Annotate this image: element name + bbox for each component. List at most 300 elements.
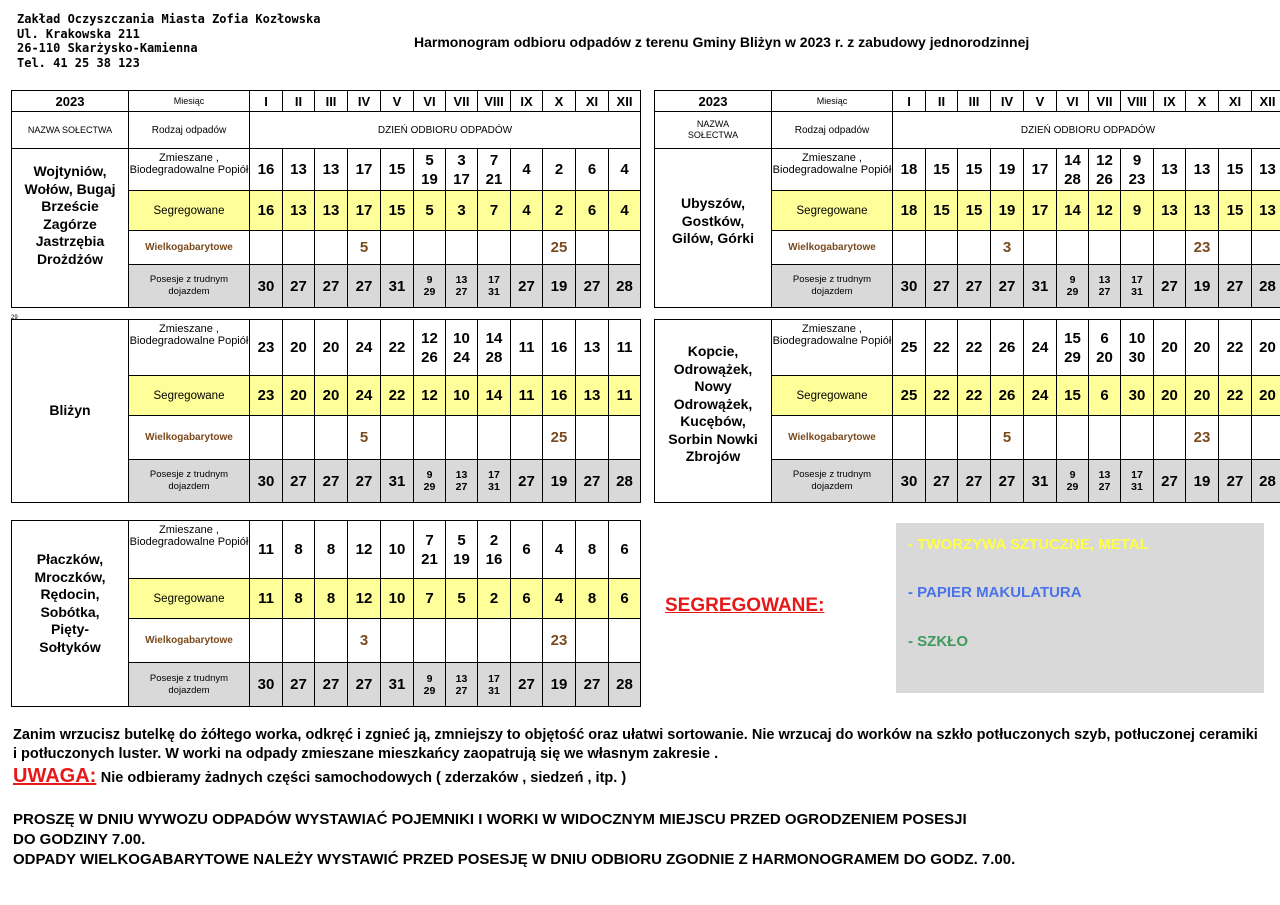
pickup-day-cell: 13 xyxy=(576,320,609,376)
pickup-day-cell xyxy=(511,231,543,265)
village-name: Płaczków, Mroczków, Rędocin, Sobótka, Pięty-Sołtyków xyxy=(12,521,129,707)
pickup-day-cell: 31 xyxy=(381,265,414,308)
bottle-note: Zanim wrzucisz butelkę do żółtego worka, odkręć i zgnieć ją, zmniejszy to objętość oraz ułatwi sortowanie. Nie wrzucaj do worków na szkło potłuczonych szyb, potłuczonej ceramiki i potłuczonych luster. W worki na odpady zmieszane mieszkańcy zaopatrują się we własnym zakresie . xyxy=(13,727,1258,762)
schedule-row-mixed xyxy=(12,521,641,579)
pickup-day-cell: 15 xyxy=(958,149,991,191)
pickup-day-cell xyxy=(1252,231,1280,265)
pickup-day-cell xyxy=(1089,416,1121,460)
label-mixed: Zmieszane , Biodegradowalne Popiół xyxy=(129,521,250,579)
pickup-day-cell: 11 xyxy=(250,579,283,619)
pickup-day-cell: 5 xyxy=(348,231,381,265)
header-months-row xyxy=(12,91,641,112)
month-header: IV xyxy=(348,91,381,112)
pickup-day-cell: 28 xyxy=(1252,265,1280,308)
month-header: V xyxy=(381,91,414,112)
pickup-day-cell xyxy=(250,416,283,460)
month-header: X xyxy=(1186,91,1219,112)
pickup-day-cell: 27 xyxy=(576,265,609,308)
label-mixed: Zmieszane , Biodegradowalne Popiół xyxy=(772,320,893,376)
pickup-day-cell: 13 27 xyxy=(446,460,478,503)
pickup-day-cell: 12 xyxy=(414,376,446,416)
pickup-day-cell: 12 26 xyxy=(1089,149,1121,191)
pickup-day-cell xyxy=(511,416,543,460)
pickup-day-cell: 20 xyxy=(1186,320,1219,376)
pickup-day-cell: 15 xyxy=(958,191,991,231)
month-header: II xyxy=(283,91,315,112)
pickup-day-cell: 31 xyxy=(1024,460,1057,503)
pickup-day-cell: 31 xyxy=(381,460,414,503)
month-header: X xyxy=(543,91,576,112)
label-segregated: Segregowane xyxy=(129,376,250,416)
pickup-day-cell xyxy=(1219,416,1252,460)
pickup-day-cell xyxy=(315,416,348,460)
pickup-day-cell: 30 xyxy=(1121,376,1154,416)
month-header: III xyxy=(958,91,991,112)
pickup-day-cell: 14 xyxy=(478,376,511,416)
label-mixed: Zmieszane , Biodegradowalne Popiół xyxy=(129,320,250,376)
month-header: XI xyxy=(1219,91,1252,112)
label-mixed: Zmieszane , Biodegradowalne Popiół xyxy=(772,149,893,191)
pickup-day-cell: 9 29 xyxy=(414,265,446,308)
pickup-day-cell: 27 xyxy=(926,265,958,308)
pickup-day-cell: 8 xyxy=(576,521,609,579)
pickup-day-cell: 27 xyxy=(1219,265,1252,308)
pickup-day-cell: 27 xyxy=(576,663,609,707)
pickup-day-cell: 6 xyxy=(1089,376,1121,416)
label-difficult: Posesje z trudnym dojazdem xyxy=(129,460,250,503)
pickup-day-cell: 13 27 xyxy=(446,663,478,707)
month-header: IX xyxy=(511,91,543,112)
pickup-day-cell: 17 xyxy=(348,191,381,231)
label-bulky: Wielkogabarytowe xyxy=(772,416,893,460)
pickup-day-cell xyxy=(1024,231,1057,265)
pickup-day-cell: 4 xyxy=(543,579,576,619)
village-name: Kopcie, Odrowążek, Nowy Odrowążek, Kucębów, Sorbin Nowki Zbrojów xyxy=(655,320,772,503)
pickup-day-cell: 11 xyxy=(609,376,641,416)
pickup-day-cell: 27 xyxy=(958,460,991,503)
pickup-day-cell: 24 xyxy=(1024,320,1057,376)
pickup-day-cell: 13 xyxy=(1186,191,1219,231)
pickup-day-cell xyxy=(381,231,414,265)
pickup-day-cell: 27 xyxy=(283,663,315,707)
pickup-day-cell: 24 xyxy=(1024,376,1057,416)
pickup-day-cell: 2 xyxy=(543,149,576,191)
pickup-day-cell: 22 xyxy=(926,320,958,376)
pickup-day-cell: 22 xyxy=(1219,376,1252,416)
pickup-day-cell: 27 xyxy=(511,265,543,308)
pickup-day-cell xyxy=(283,231,315,265)
header-month-label: Miesiąc xyxy=(772,91,893,112)
uwaga-text: Nie odbieramy żadnych części samochodowych ( zderzaków , siedzeń , itp. ) xyxy=(100,770,627,786)
pickup-day-cell: 30 xyxy=(893,265,926,308)
final-notes xyxy=(13,810,1015,870)
pickup-day-cell: 9 xyxy=(1121,191,1154,231)
pickup-day-cell xyxy=(893,416,926,460)
pickup-day-cell: 8 xyxy=(283,521,315,579)
legend-plastic: - TWORZYWA SZTUCZNE, METAL xyxy=(908,536,1149,553)
pickup-day-cell: 20 xyxy=(1186,376,1219,416)
pickup-day-cell: 31 xyxy=(1024,265,1057,308)
pickup-day-cell: 27 xyxy=(926,460,958,503)
month-header: III xyxy=(315,91,348,112)
pickup-day-cell: 13 27 xyxy=(446,265,478,308)
uwaga-note xyxy=(13,765,626,788)
pickup-day-cell: 31 xyxy=(381,663,414,707)
pickup-day-cell: 10 xyxy=(446,376,478,416)
pickup-day-cell: 11 xyxy=(511,320,543,376)
header-months-row xyxy=(655,91,1280,112)
pickup-day-cell xyxy=(414,231,446,265)
pickup-day-cell: 17 31 xyxy=(478,265,511,308)
company-name: Zakład Oczyszczania Miasta Zofia Kozłowska xyxy=(17,12,321,26)
company-city: 26-110 Skarżysko-Kamienna xyxy=(17,41,198,55)
schedule-row-mixed xyxy=(12,320,641,376)
pickup-day-cell xyxy=(315,231,348,265)
pickup-day-cell xyxy=(1154,416,1186,460)
pickup-day-cell xyxy=(1252,416,1280,460)
pickup-day-cell xyxy=(315,619,348,663)
pickup-day-cell xyxy=(1219,231,1252,265)
pickup-day-cell: 23 xyxy=(250,376,283,416)
pickup-day-cell xyxy=(609,416,641,460)
pickup-day-cell: 19 xyxy=(543,663,576,707)
pickup-day-cell: 14 xyxy=(1057,191,1089,231)
pickup-day-cell xyxy=(283,619,315,663)
pickup-day-cell xyxy=(478,416,511,460)
pickup-day-cell: 27 xyxy=(511,460,543,503)
label-difficult: Posesje z trudnym dojazdem xyxy=(129,663,250,707)
segregowane-label: SEGREGOWANE: xyxy=(665,595,825,616)
pickup-day-cell: 27 xyxy=(315,460,348,503)
pickup-day-cell: 9 23 xyxy=(1121,149,1154,191)
month-header: I xyxy=(893,91,926,112)
pickup-day-cell: 15 xyxy=(381,149,414,191)
pickup-day-cell: 5 19 xyxy=(414,149,446,191)
pickup-day-cell: 6 xyxy=(511,521,543,579)
pickup-day-cell: 13 xyxy=(1154,191,1186,231)
pickup-day-cell: 22 xyxy=(958,376,991,416)
pickup-day-cell xyxy=(958,416,991,460)
pickup-day-cell xyxy=(250,619,283,663)
label-segregated: Segregowane xyxy=(129,191,250,231)
pickup-day-cell xyxy=(1121,416,1154,460)
table-gap xyxy=(655,308,1280,320)
pickup-day-cell: 22 xyxy=(381,376,414,416)
pickup-day-cell: 5 xyxy=(991,416,1024,460)
pickup-day-cell: 10 30 xyxy=(1121,320,1154,376)
pickup-day-cell xyxy=(511,619,543,663)
pickup-day-cell: 9 29 xyxy=(414,663,446,707)
final-note-2: DO GODZINY 7.00. xyxy=(13,831,146,848)
pickup-day-cell: 20 xyxy=(283,376,315,416)
pickup-day-cell: 19 xyxy=(1186,265,1219,308)
pickup-day-cell: 27 xyxy=(315,265,348,308)
pickup-day-cell: 20 xyxy=(283,320,315,376)
schedule-table-east xyxy=(654,90,1280,503)
pickup-day-cell: 27 xyxy=(958,265,991,308)
uwaga-label: UWAGA: xyxy=(13,765,97,787)
pickup-day-cell: 16 xyxy=(543,320,576,376)
header-waste-type: Rodzaj odpadów xyxy=(129,112,250,149)
village-name: Bliżyn xyxy=(12,320,129,503)
pickup-day-cell: 13 27 xyxy=(1089,265,1121,308)
pickup-day-cell: 27 xyxy=(1219,460,1252,503)
pickup-day-cell: 27 xyxy=(576,460,609,503)
village-name: Wojtyniów, Wołów, Bugaj Brzeście Zagórze Jastrzębia Drożdżów xyxy=(12,149,129,308)
month-header: II xyxy=(926,91,958,112)
pickup-day-cell xyxy=(446,231,478,265)
pickup-day-cell: 3 17 xyxy=(446,149,478,191)
label-difficult: Posesje z trudnym dojazdem xyxy=(772,460,893,503)
pickup-day-cell: 15 xyxy=(1219,191,1252,231)
label-mixed: Zmieszane , Biodegradowalne Popiół xyxy=(129,149,250,191)
company-phone: Tel. 41 25 38 123 xyxy=(17,55,140,70)
pickup-day-cell: 30 xyxy=(893,460,926,503)
pickup-day-cell: 27 xyxy=(315,663,348,707)
pickup-day-cell: 27 xyxy=(348,460,381,503)
pickup-day-cell: 2 xyxy=(543,191,576,231)
pickup-day-cell: 20 xyxy=(1252,376,1280,416)
pickup-day-cell: 13 xyxy=(283,149,315,191)
pickup-day-cell: 13 xyxy=(1154,149,1186,191)
pickup-day-cell: 11 xyxy=(511,376,543,416)
pickup-day-cell: 2 16 xyxy=(478,521,511,579)
pickup-day-cell xyxy=(1057,231,1089,265)
pickup-day-cell: 17 31 xyxy=(1121,265,1154,308)
pickup-day-cell: 17 xyxy=(1024,191,1057,231)
pickup-day-cell: 7 21 xyxy=(478,149,511,191)
pickup-day-cell: 6 xyxy=(576,149,609,191)
pickup-day-cell: 12 xyxy=(348,521,381,579)
pickup-day-cell: 23 xyxy=(543,619,576,663)
pickup-day-cell: 13 xyxy=(315,149,348,191)
pickup-day-cell: 7 21 xyxy=(414,521,446,579)
pickup-day-cell: 5 19 xyxy=(446,521,478,579)
table-gap xyxy=(12,308,641,320)
pickup-day-cell: 20 xyxy=(315,376,348,416)
pickup-day-cell: 15 xyxy=(1057,376,1089,416)
pickup-day-cell: 22 xyxy=(1219,320,1252,376)
schedule-table-west xyxy=(11,90,641,503)
month-header: XII xyxy=(1252,91,1280,112)
schedule-row-mixed xyxy=(12,149,641,191)
pickup-day-cell xyxy=(1024,416,1057,460)
header-village: NAZWA SOŁECTWA xyxy=(12,112,129,149)
pickup-day-cell: 17 31 xyxy=(478,460,511,503)
month-header: XII xyxy=(609,91,641,112)
pickup-day-cell xyxy=(414,416,446,460)
pickup-day-cell: 15 xyxy=(926,149,958,191)
pickup-day-cell: 10 xyxy=(381,521,414,579)
pickup-day-cell: 8 xyxy=(576,579,609,619)
pickup-day-cell xyxy=(478,231,511,265)
legend-glass: - SZKŁO xyxy=(908,633,968,650)
pickup-day-cell xyxy=(576,619,609,663)
pickup-day-cell: 20 xyxy=(1154,376,1186,416)
pickup-day-cell: 3 xyxy=(446,191,478,231)
label-bulky: Wielkogabarytowe xyxy=(129,231,250,265)
label-bulky: Wielkogabarytowe xyxy=(772,231,893,265)
pickup-day-cell: 19 xyxy=(543,265,576,308)
pickup-day-cell: 13 xyxy=(315,191,348,231)
schedule-table-south xyxy=(11,520,641,707)
pickup-day-cell: 15 xyxy=(926,191,958,231)
pickup-day-cell: 17 31 xyxy=(478,663,511,707)
final-note-3: ODPADY WIELKOGABARYTOWE NALEŻY WYSTAWIĆ PRZED POSESJĘ W DNIU ODBIORU ZGODNIE Z HARMONOGRAMEM DO GODZ. 7.00. xyxy=(13,851,1016,868)
pickup-day-cell: 5 xyxy=(446,579,478,619)
pickup-day-cell: 10 24 xyxy=(446,320,478,376)
pickup-day-cell: 16 xyxy=(250,191,283,231)
header-labels-row xyxy=(12,112,641,149)
pickup-day-cell: 8 xyxy=(283,579,315,619)
label-segregated: Segregowane xyxy=(129,579,250,619)
pickup-day-cell: 9 29 xyxy=(1057,265,1089,308)
pickup-day-cell: 9 29 xyxy=(1057,460,1089,503)
label-segregated: Segregowane xyxy=(772,376,893,416)
pickup-day-cell: 4 xyxy=(511,149,543,191)
pickup-day-cell: 12 xyxy=(348,579,381,619)
pickup-day-cell: 27 xyxy=(1154,265,1186,308)
header-year: 2023 xyxy=(12,91,129,112)
pickup-day-cell: 28 xyxy=(609,265,641,308)
pickup-day-cell xyxy=(478,619,511,663)
pickup-day-cell: 27 xyxy=(1154,460,1186,503)
legend-paper: - PAPIER MAKULATURA xyxy=(908,584,1082,601)
pickup-day-cell xyxy=(414,619,446,663)
month-header: VII xyxy=(1089,91,1121,112)
pickup-day-cell: 27 xyxy=(283,265,315,308)
pickup-day-cell: 4 xyxy=(543,521,576,579)
pickup-day-cell: 12 xyxy=(1089,191,1121,231)
pickup-day-cell: 16 xyxy=(250,149,283,191)
pickup-day-cell: 11 xyxy=(250,521,283,579)
pickup-day-cell: 20 xyxy=(315,320,348,376)
company-street: Ul. Krakowska 211 xyxy=(17,26,140,41)
pickup-day-cell: 25 xyxy=(543,416,576,460)
pickup-day-cell: 4 xyxy=(609,191,641,231)
pickup-day-cell xyxy=(1089,231,1121,265)
pickup-day-cell xyxy=(1154,231,1186,265)
pickup-day-cell: 22 xyxy=(926,376,958,416)
pickup-day-cell xyxy=(576,231,609,265)
pickup-day-cell: 15 xyxy=(1219,149,1252,191)
pickup-day-cell: 19 xyxy=(991,191,1024,231)
month-header: XI xyxy=(576,91,609,112)
pickup-day-cell: 18 xyxy=(893,191,926,231)
pickup-day-cell: 13 xyxy=(1186,149,1219,191)
label-difficult: Posesje z trudnym dojazdem xyxy=(772,265,893,308)
pickup-day-cell: 24 xyxy=(348,320,381,376)
pickup-day-cell: 12 26 xyxy=(414,320,446,376)
header-pickup-day: DZIEŃ ODBIORU ODPADÓW xyxy=(250,112,641,149)
pickup-day-cell: 23 xyxy=(1186,231,1219,265)
pickup-day-cell: 27 xyxy=(511,663,543,707)
schedule-row-mixed xyxy=(655,149,1280,191)
pickup-day-cell: 7 xyxy=(478,191,511,231)
pickup-day-cell: 6 xyxy=(609,579,641,619)
pickup-day-cell: 13 xyxy=(283,191,315,231)
pickup-day-cell: 5 xyxy=(414,191,446,231)
pickup-day-cell: 26 xyxy=(991,320,1024,376)
pickup-day-cell: 16 xyxy=(543,376,576,416)
final-note-1: PROSZĘ W DNIU WYWOZU ODPADÓW WYSTAWIAĆ POJEMNIKI I WORKI W WIDOCZNYM MIEJSCU PRZED OGRODZENIEM POSESJI xyxy=(13,811,967,828)
month-header: I xyxy=(250,91,283,112)
pickup-day-cell: 6 xyxy=(576,191,609,231)
pickup-day-cell xyxy=(1057,416,1089,460)
pickup-day-cell: 17 xyxy=(348,149,381,191)
month-header: VII xyxy=(446,91,478,112)
month-header: VIII xyxy=(478,91,511,112)
company-info xyxy=(17,12,320,70)
document-title: Harmonogram odbioru odpadów z terenu Gminy Bliżyn w 2023 r. z zabudowy jednorodzinnej xyxy=(414,34,1030,50)
pickup-day-cell: 4 xyxy=(609,149,641,191)
pickup-day-cell: 27 xyxy=(348,663,381,707)
pickup-day-cell: 19 xyxy=(543,460,576,503)
pickup-day-cell: 6 xyxy=(511,579,543,619)
pickup-day-cell: 28 xyxy=(609,663,641,707)
month-header: VI xyxy=(1057,91,1089,112)
pickup-day-cell: 28 xyxy=(609,460,641,503)
header-village: NAZWA SOŁECTWA xyxy=(655,112,772,149)
pickup-day-cell: 25 xyxy=(893,376,926,416)
pickup-day-cell xyxy=(1121,231,1154,265)
pickup-day-cell: 8 xyxy=(315,579,348,619)
month-header: VIII xyxy=(1121,91,1154,112)
pickup-day-cell: 26 xyxy=(991,376,1024,416)
pickup-day-cell: 5 xyxy=(348,416,381,460)
pickup-day-cell: 13 xyxy=(1252,191,1280,231)
pickup-day-cell xyxy=(250,231,283,265)
pickup-day-cell xyxy=(609,231,641,265)
header-waste-type: Rodzaj odpadów xyxy=(772,112,893,149)
pickup-day-cell: 19 xyxy=(991,149,1024,191)
pickup-day-cell: 13 xyxy=(1252,149,1280,191)
pickup-day-cell: 30 xyxy=(250,663,283,707)
pickup-day-cell: 17 31 xyxy=(1121,460,1154,503)
label-bulky: Wielkogabarytowe xyxy=(129,416,250,460)
pickup-day-cell xyxy=(446,619,478,663)
header-year: 2023 xyxy=(655,91,772,112)
pickup-day-cell: 28 xyxy=(1252,460,1280,503)
pickup-day-cell: 8 xyxy=(315,521,348,579)
pickup-day-cell: 14 28 xyxy=(1057,149,1089,191)
pickup-day-cell: 4 xyxy=(511,191,543,231)
pickup-day-cell: 13 xyxy=(576,376,609,416)
header-pickup-day: DZIEŃ ODBIORU ODPADÓW xyxy=(893,112,1280,149)
month-header: IX xyxy=(1154,91,1186,112)
pickup-day-cell: 22 xyxy=(958,320,991,376)
pickup-day-cell: 13 27 xyxy=(1089,460,1121,503)
pickup-day-cell xyxy=(576,416,609,460)
header-month-label: Miesiąc xyxy=(129,91,250,112)
pickup-day-cell: 11 xyxy=(609,320,641,376)
pickup-day-cell: 23 xyxy=(250,320,283,376)
pickup-day-cell: 3 xyxy=(348,619,381,663)
pickup-day-cell: 6 xyxy=(609,521,641,579)
pickup-day-cell xyxy=(381,619,414,663)
pickup-day-cell: 15 xyxy=(381,191,414,231)
pickup-day-cell: 3 xyxy=(991,231,1024,265)
pickup-day-cell: 2 xyxy=(478,579,511,619)
pickup-day-cell: 19 xyxy=(1186,460,1219,503)
pickup-day-cell: 17 xyxy=(1024,149,1057,191)
pickup-day-cell: 20 xyxy=(1154,320,1186,376)
pickup-day-cell: 30 xyxy=(250,265,283,308)
pickup-day-cell xyxy=(958,231,991,265)
pickup-day-cell: 27 xyxy=(348,265,381,308)
pickup-day-cell: 18 xyxy=(893,149,926,191)
village-name: Ubyszów, Gostków, Gilów, Górki xyxy=(655,149,772,308)
